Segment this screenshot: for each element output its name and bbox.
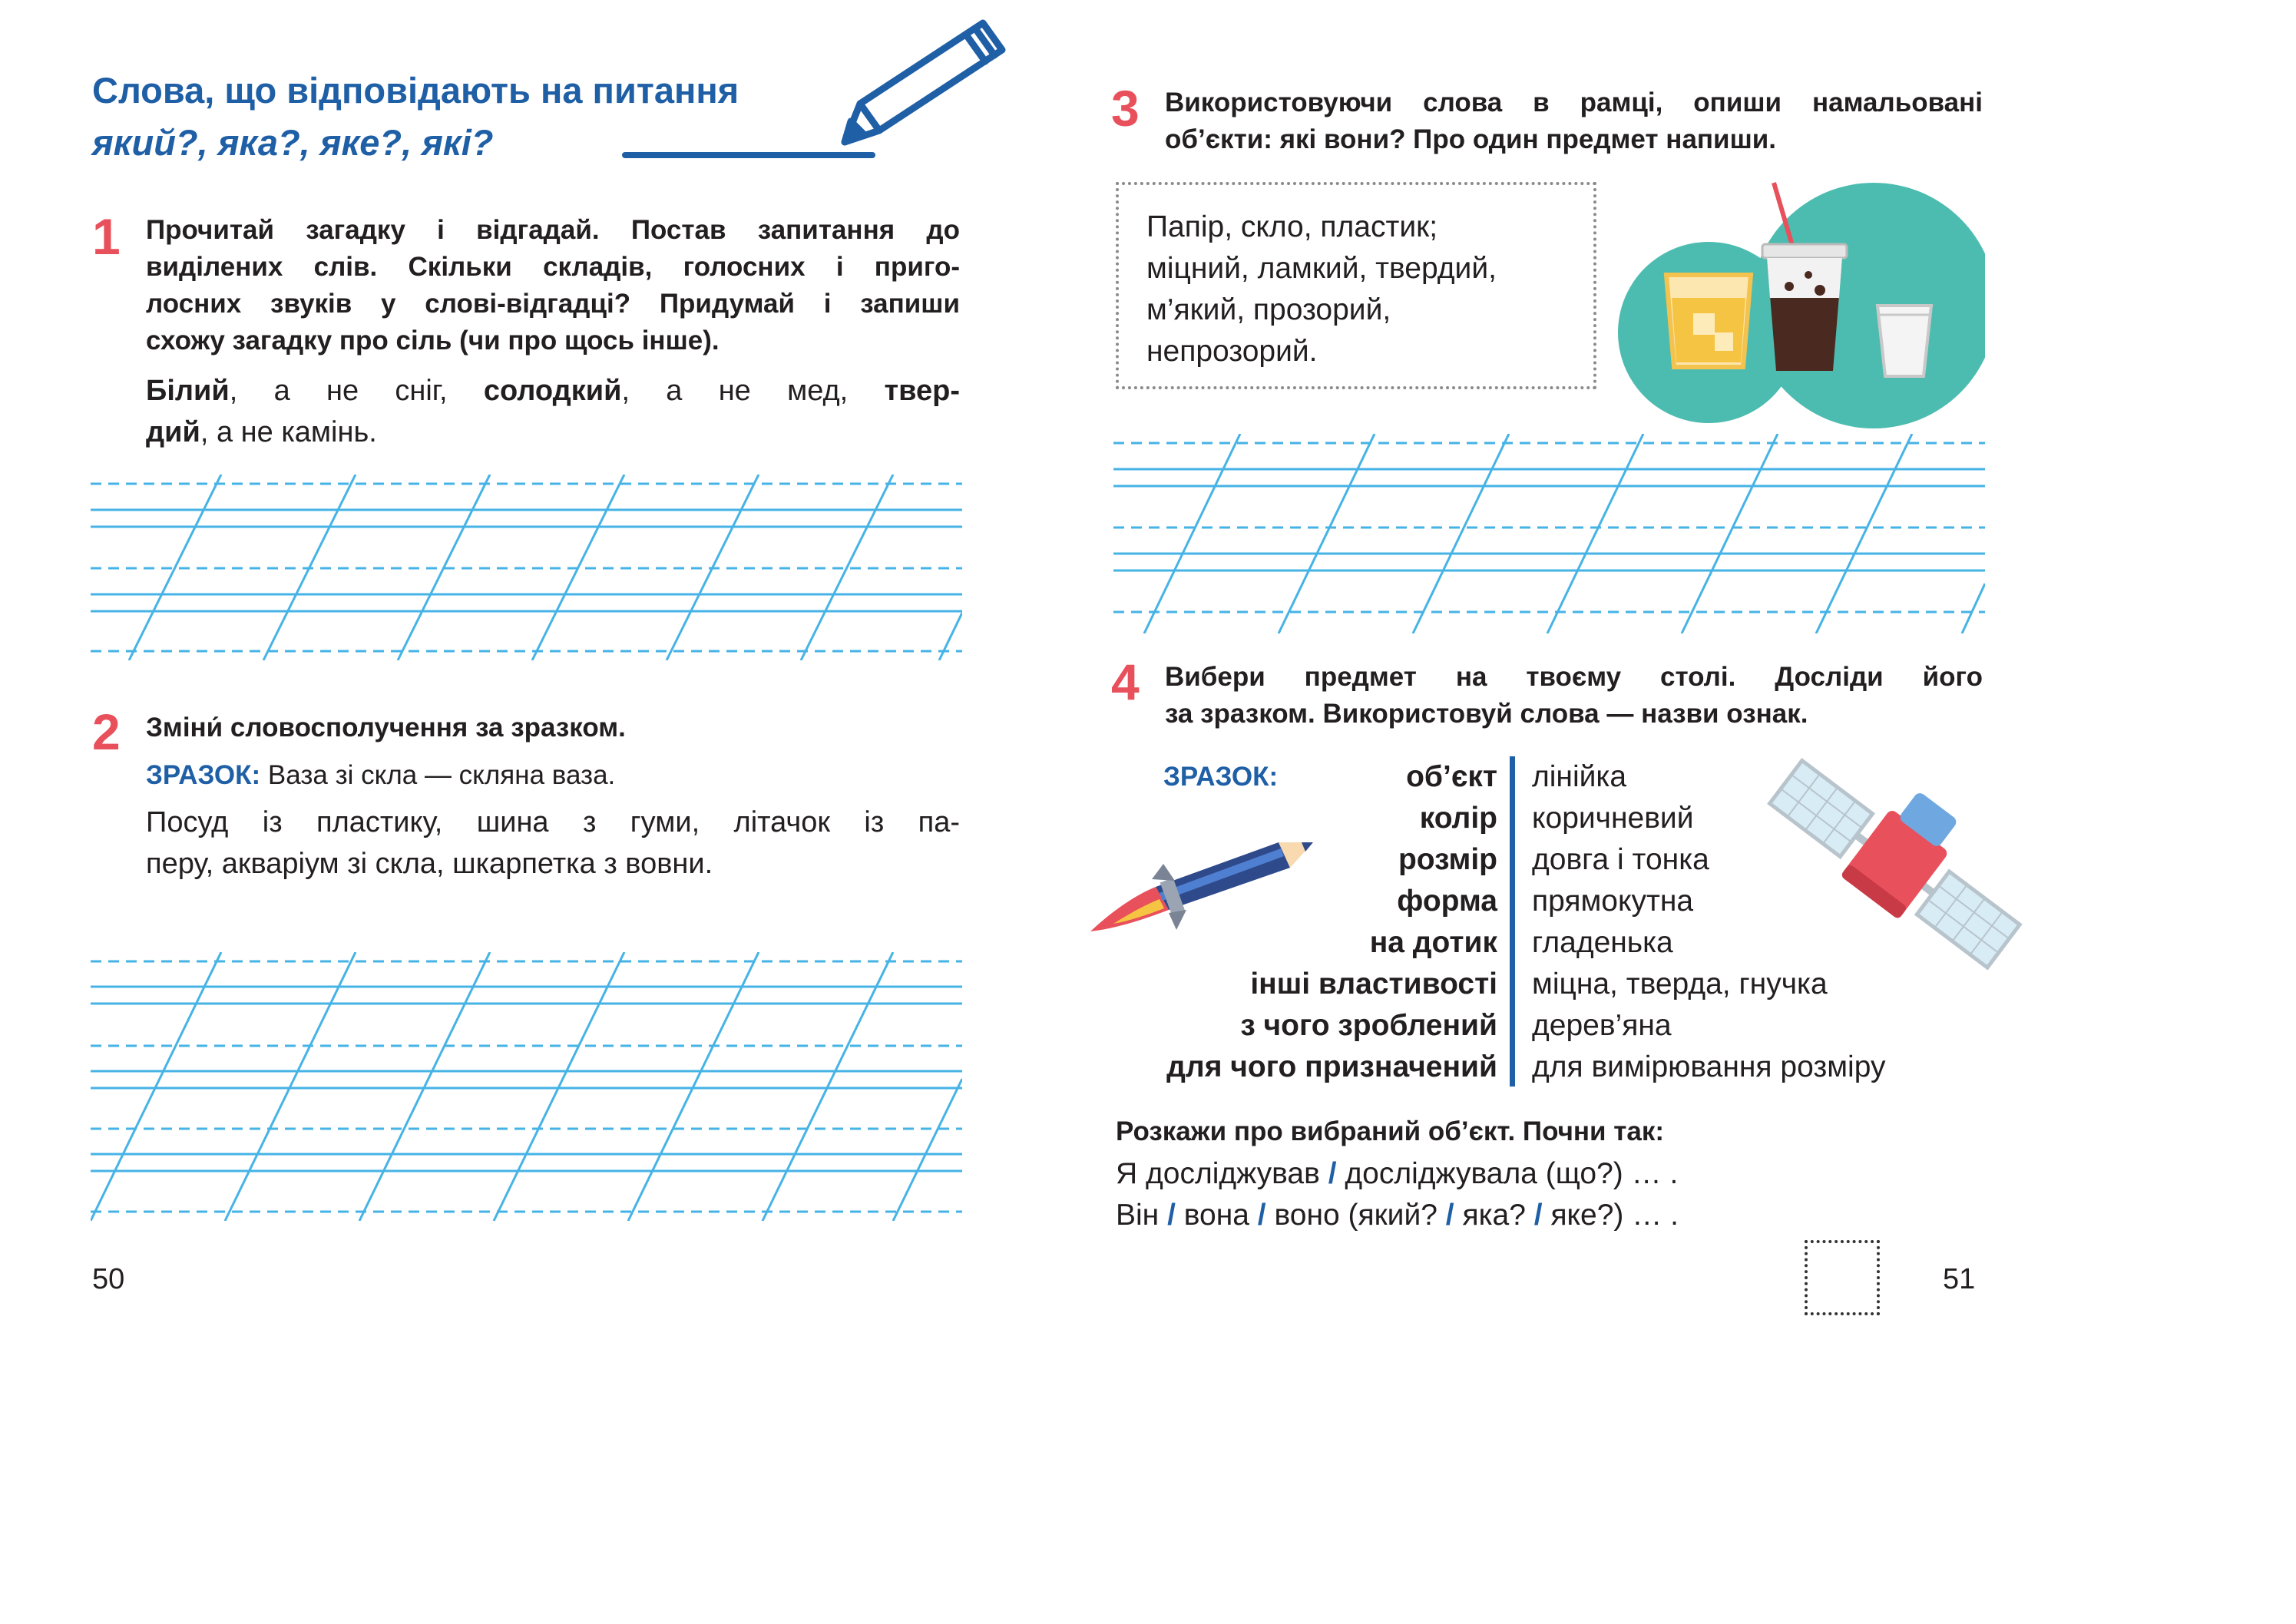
slash-mark: / xyxy=(1167,1199,1176,1232)
feature-value: прямокутна xyxy=(1532,885,1694,918)
slash-mark: / xyxy=(1328,1157,1337,1190)
feature-value: гладенька xyxy=(1532,926,1673,959)
task-line: лосних звуків у слові-відгадці? Придумай і запиши xyxy=(146,289,960,319)
feature-value: дерев’яна xyxy=(1532,1009,1672,1042)
word-box xyxy=(1116,182,1596,389)
writing-lines-2[interactable] xyxy=(91,952,962,1221)
juice-glass-icon xyxy=(1666,275,1751,367)
exercise-1-number: 1 xyxy=(92,208,121,265)
feature-label: інші властивості xyxy=(1250,967,1497,1001)
box-line: непрозорий. xyxy=(1146,335,1318,368)
exercise-4-task xyxy=(1165,659,1983,733)
starter-text: досліджувала (що?) … . xyxy=(1345,1157,1679,1190)
task-line: об’єкти: які вони? Про один предмет напиши. xyxy=(1165,124,1776,154)
plastic-cup-icon xyxy=(1877,306,1931,376)
exercise-2-sample xyxy=(146,757,615,794)
starter-text: яке?) … . xyxy=(1550,1199,1679,1232)
starter-line-1 xyxy=(1116,1153,1678,1195)
riddle-bold-word: твер- xyxy=(884,375,960,407)
page-number-left: 50 xyxy=(92,1263,125,1295)
starter-text: вона xyxy=(1183,1199,1249,1232)
title-line-1: Слова, що відповідають на питання xyxy=(92,70,739,111)
satellite-icon xyxy=(1766,749,2023,979)
writing-lines-1[interactable] xyxy=(91,475,962,660)
exercise-2-number: 2 xyxy=(92,703,121,760)
feature-label: для чого призначений xyxy=(1166,1050,1497,1083)
sample-text: Ваза зі скла — скляна ваза. xyxy=(267,760,616,790)
exercise-3-task xyxy=(1165,84,1983,158)
feature-value: для вимірювання розміру xyxy=(1532,1050,1886,1083)
tell-heading: Розкажи про вибраний об’єкт. Почни так: xyxy=(1116,1116,1665,1146)
riddle-bold-word: Білий xyxy=(146,375,230,407)
slash-mark: / xyxy=(1445,1199,1454,1232)
slash-mark: / xyxy=(1257,1199,1266,1232)
body-line: Посуд із пластику, шина з гуми, літачок із па- xyxy=(146,806,960,838)
slash-mark: / xyxy=(1533,1199,1543,1232)
starter-text: воно (який? xyxy=(1274,1199,1437,1232)
cups-illustration xyxy=(1616,175,1985,436)
exercise-4-number: 4 xyxy=(1111,653,1140,710)
exercise-3-number: 3 xyxy=(1111,80,1140,137)
pencil-icon xyxy=(829,8,1021,157)
writing-lines-3[interactable] xyxy=(1113,434,1985,633)
feature-value: лінійка xyxy=(1532,760,1627,793)
task-line: виділених слів. Скільки складів, голосних і приго- xyxy=(146,252,960,282)
feature-label: форма xyxy=(1397,885,1497,918)
exercise-2-body xyxy=(146,802,960,885)
feature-value: довга і тонка xyxy=(1532,843,1709,876)
starter-text: Я досліджував xyxy=(1116,1157,1320,1190)
starter-line-2 xyxy=(1116,1195,1679,1236)
riddle-bold-word: солодкий xyxy=(483,375,622,407)
title-line-2: який?, яка?, яке?, які? xyxy=(92,122,494,163)
page-number-right: 51 xyxy=(1943,1263,1976,1295)
answer-box[interactable] xyxy=(1805,1240,1880,1315)
box-line: міцний, ламкий, твердий, xyxy=(1146,252,1497,285)
feature-labels xyxy=(1106,756,1497,1088)
sample-label: ЗРАЗОК: xyxy=(1163,762,1279,792)
feature-label: з чого зроблений xyxy=(1240,1009,1497,1042)
feature-label: розмір xyxy=(1398,843,1497,876)
exercise-2-task: Зміни́ словосполучення за зразком. xyxy=(146,713,626,743)
riddle-text-part: , а не сніг, xyxy=(229,375,484,407)
task-line: за зразком. Використовуй слова — назви ознак. xyxy=(1165,699,1808,729)
riddle-text xyxy=(146,370,960,453)
starter-text: яка? xyxy=(1462,1199,1526,1232)
task-line: схожу загадку про сіль (чи про щось інше). xyxy=(146,326,720,356)
feature-value: коричневий xyxy=(1532,802,1694,835)
task-line: Використовуючи слова в рамці, опиши намальовані xyxy=(1165,88,1983,117)
riddle-text-part: , а не мед, xyxy=(621,375,885,407)
starter-text: Він xyxy=(1116,1199,1160,1232)
exercise-1-task xyxy=(146,212,960,359)
sample-label: ЗРАЗОК: xyxy=(146,760,261,790)
box-line: Папір, скло, пластик; xyxy=(1146,210,1438,243)
task-line: Прочитай загадку і відгадай. Постав запитання до xyxy=(146,215,960,245)
feature-value: міцна, тверда, гнучка xyxy=(1532,967,1828,1001)
riddle-bold-word: дий xyxy=(146,416,200,448)
box-line: м’який, прозорий, xyxy=(1146,293,1391,326)
body-line: перу, акваріум зі скла, шкарпетка з вовни. xyxy=(146,848,713,880)
feature-label: об’єкт xyxy=(1406,760,1497,793)
task-line: Вибери предмет на твоєму столі. Досліди його xyxy=(1165,662,1983,692)
feature-label: на дотик xyxy=(1369,926,1497,959)
column-divider xyxy=(1510,756,1515,1087)
riddle-text-part: , а не камінь. xyxy=(200,416,377,448)
feature-label: колір xyxy=(1419,802,1497,835)
